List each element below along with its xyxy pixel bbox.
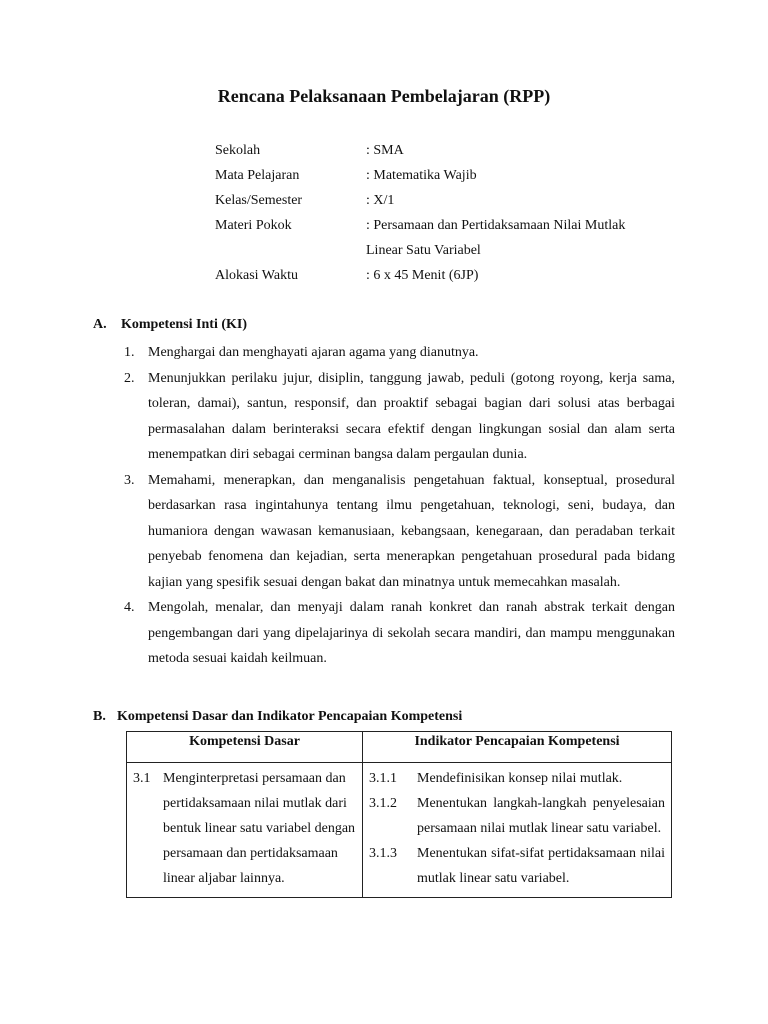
list-text: Menghargai dan menghayati ajaran agama yang dianutnya.: [148, 345, 479, 360]
indicator-item: [369, 766, 665, 791]
column-header-indikator: Indikator Pencapaian Kompetensi: [363, 732, 672, 763]
kompetensi-table: [126, 731, 672, 898]
kd-number: 3.1: [133, 771, 151, 786]
list-number: 3.: [124, 472, 135, 488]
list-item: [124, 340, 675, 366]
kd-text: Menginterpretasi persamaan dan pertidaksamaan nilai mutlak dari bentuk linear satu variabel dengan persamaan dan pertidaksamaan linear aljabar lainnya.: [163, 771, 356, 886]
list-number: 1.: [124, 345, 135, 360]
section-letter: B.: [93, 709, 106, 724]
section-letter: A.: [93, 317, 107, 332]
column-header-kompetensi-dasar: Kompetensi Dasar: [127, 732, 363, 763]
indicator-number: 3.1.1: [369, 771, 397, 786]
list-item: [124, 595, 675, 672]
section-title: Kompetensi Inti (KI): [121, 317, 247, 332]
list-text: Menunjukkan perilaku jujur, disiplin, tanggung jawab, peduli (gotong royong, kerja sama, toleran, damai), santun, responsif, dan proaktif sebagai bagian dari solusi atas berbagai permasalahan dalam berinteraksi secara efektif dengan lingkungan sosial dan alam serta menempatkan diri sebagai cerminan bangsa dalam pergaulan dunia.: [148, 370, 675, 462]
list-item: [124, 468, 675, 596]
indicator-item: [369, 841, 665, 891]
kompetensi-inti-list: [124, 340, 675, 672]
indicator-text: Mendefinisikan konsep nilai mutlak.: [417, 771, 623, 786]
info-value: : X/1: [366, 193, 395, 208]
list-number: 4.: [124, 600, 135, 615]
info-value: : Matematika Wajib: [366, 168, 477, 183]
info-value-continuation: Linear Satu Variabel: [366, 243, 481, 258]
indicator-number: 3.1.3: [369, 846, 397, 861]
info-label: Mata Pelajaran: [215, 168, 300, 183]
table-header-row: [127, 732, 672, 763]
info-label: Materi Pokok: [215, 218, 292, 233]
indikator-cell: [363, 763, 672, 898]
kompetensi-dasar-cell: [127, 763, 363, 898]
info-label: Sekolah: [215, 143, 261, 158]
info-value: : 6 x 45 Menit (6JP): [366, 268, 479, 283]
section-title: Kompetensi Dasar dan Indikator Pencapaian Kompetensi: [117, 709, 463, 724]
info-value: : SMA: [366, 143, 404, 158]
table-row: [127, 763, 672, 898]
list-text: Mengolah, menalar, dan menyaji dalam ranah konkret dan ranah abstrak terkait dengan pengembangan dari yang dipelajarinya di sekolah secara mandiri, dan mampu menggunakan metoda sesuai kaidah keilmuan.: [148, 600, 675, 666]
list-number: 2.: [124, 370, 135, 386]
kd-item: [133, 766, 356, 891]
document-title: Rencana Pelaksanaan Pembelajaran (RPP): [217, 86, 551, 106]
indicator-item: [369, 791, 665, 841]
info-value: : Persamaan dan Pertidaksamaan Nilai Mutlak: [366, 218, 626, 233]
indicator-text: Menentukan langkah-langkah penyelesaian persamaan nilai mutlak linear satu variabel.: [417, 796, 665, 836]
list-item: [124, 366, 675, 468]
indicator-text: Menentukan sifat-sifat pertidaksamaan nilai mutlak linear satu variabel.: [417, 846, 665, 886]
indicator-number: 3.1.2: [369, 796, 397, 811]
info-label: Kelas/Semester: [215, 193, 303, 208]
list-text: Memahami, menerapkan, dan menganalisis pengetahuan faktual, konseptual, prosedural berdasarkan rasa ingintahunya tentang ilmu pengetahuan, teknologi, seni, budaya, dan humaniora dengan wawasan kemanusiaan, kebangsaan, kenegaraan, dan peradaban terkait penyebab fenomena dan kejadian, serta menerapkan pengetahuan prosedural pada bidang kajian yang spesifik sesuai dengan bakat dan minatnya untuk memecahkan masalah.: [148, 472, 675, 590]
info-label: Alokasi Waktu: [215, 268, 298, 283]
